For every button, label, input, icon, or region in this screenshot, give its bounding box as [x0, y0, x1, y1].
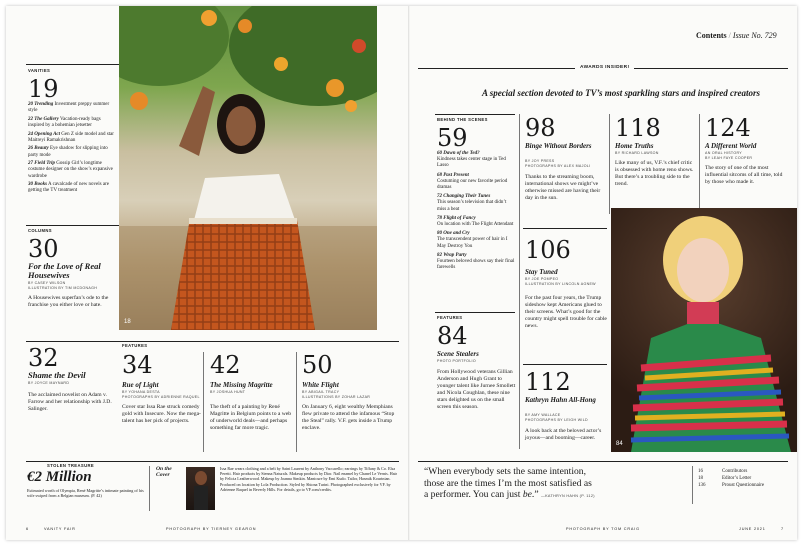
contents-header: Contents / Issue No. 729 [696, 31, 777, 40]
scenes-item-title: Dawn of the Ted? [443, 151, 480, 156]
rule [435, 312, 515, 313]
awards-banner: AWARDS INSIDER! [575, 65, 634, 70]
columns-description: A Housewives superfan’s ode to the franchise you either love or hate. [28, 295, 109, 308]
quote-line1: “When everybody sets the same intention, [424, 466, 586, 477]
scene-stealers-description: From Hollywood veterans Gillian Anderson and Hugh Grant to younger talent like Jurnee Smollett and Nicola Coughlan, these nine stars delighted us on the small screen this season. [437, 369, 516, 410]
stay-title: Stay Tuned [525, 268, 558, 276]
index-page-number: 18 [698, 476, 703, 482]
scenes-item [437, 216, 515, 228]
vanities-item-text: Gossip Girl’s longtime costume designer on the show’s expansive wardrobe [28, 161, 113, 179]
cover-thumbnail-art [186, 467, 215, 510]
columns-title: For the Love of Real Housewives [28, 261, 101, 280]
feature-byline: BY YOHANA DESTA [122, 390, 160, 394]
scene-stealers-page-number: 84 [437, 322, 468, 350]
scene-stealers-byline: PHOTO PORTFOLIO [437, 359, 476, 363]
binge-description: Thanks to the streaming boom, international shows we might’ve otherwise missed are having their day in the sun. [525, 174, 601, 201]
index-label: Proust Questionnaire [722, 483, 765, 489]
photo2-folio: 84 [616, 441, 623, 447]
devil-byline: BY JOYCE MAYNARD [28, 381, 70, 385]
photo2-illustration [611, 208, 797, 452]
index-item [698, 483, 788, 489]
binge-byline: BY JOY PRESS [525, 159, 555, 163]
feature-credit: ILLUSTRATIONS BY ZOHAR LAZAR [302, 395, 371, 399]
vanities-item-title: Trending [34, 102, 54, 107]
left-photo-credit: PHOTOGRAPH BY TIERNEY GEARON [166, 527, 257, 531]
home-byline: BY RICHARD LAWSON [615, 151, 659, 155]
pull-quote [424, 466, 689, 501]
section-label-columns: COLUMNS [28, 228, 52, 233]
vanities-item-text: Investment preppy summer style [28, 102, 110, 114]
vanities-item-text: Eye shadow for slipping into party mode [28, 146, 108, 158]
rule [26, 461, 399, 462]
different-page-number: 124 [705, 114, 751, 142]
index-label: Editor’s Letter [722, 476, 752, 482]
quote-emphasis: be [522, 489, 532, 500]
index-list [698, 469, 788, 491]
vanities-list [28, 102, 114, 197]
kathryn-title: Kathryn Hahn All-Hong [525, 396, 596, 404]
section-label-features: FEATURES [122, 343, 148, 348]
rule [119, 341, 399, 342]
vanities-item [28, 132, 114, 144]
scenes-item [437, 253, 515, 272]
scenes-item-number: 60 [437, 151, 442, 156]
scenes-item-title: Wrap Party [443, 252, 467, 258]
quote-attribution: —KATHRYN HAHN (P. 112) [541, 494, 595, 498]
stay-description: For the past four years, the Trump sideshow kept Americans glued to their screens. What’s good for the country might spell trouble for cable news. [525, 295, 607, 329]
vanities-item-number: 22 [28, 116, 33, 122]
cover-label-line2: Cover [156, 472, 170, 479]
contents-title: Contents [696, 31, 727, 40]
kathryn-description: A look back at the beloved actor’s joyous—and booming—career. [525, 428, 602, 441]
binge-photographer: PHOTOGRAPHS BY ALEX MAJOLI [525, 164, 591, 168]
different-author: BY LEAH FAYE COOPER [705, 156, 753, 160]
divider [519, 114, 520, 449]
devil-description: The acclaimed novelist on Adam v. Farrow and her relationship with J.D. Salinger. [28, 392, 112, 412]
stolen-description: Estimated worth of Olympia, René Magritte’s intimate painting of his wife swiped from a Belgian museum. (P. 42) [27, 488, 144, 499]
index-label: Contributors [722, 469, 748, 474]
index-page-number: 16 [698, 469, 703, 474]
nicola-coughlan-photo [611, 208, 797, 452]
vanities-item-title: Beauty [34, 146, 49, 152]
vanities-item-number: 26 [28, 146, 33, 152]
right-page-number: 7 [781, 527, 784, 531]
gutter [408, 6, 410, 540]
cover-label [156, 466, 172, 479]
kathryn-page-number: 112 [525, 368, 571, 396]
scenes-page-number: 59 [437, 124, 468, 152]
stay-page-number: 106 [525, 236, 571, 264]
columns-byline: BY CASEY WILSON [28, 281, 66, 285]
left-page-number: 6 [26, 527, 29, 531]
devil-page-number: 32 [28, 344, 59, 372]
feature-page-number: 50 [302, 351, 333, 379]
section-label-features-right: FEATURES [437, 315, 463, 320]
scenes-item-title: Past Present [443, 172, 469, 178]
scenes-item [437, 194, 515, 213]
different-byline: AN ORAL HISTORY [705, 151, 742, 155]
feature-page-number: 42 [210, 351, 241, 379]
feature-description: Cover star Issa Rae struck comedy gold with Insecure. Now the mega-talent has her pick of projects. [122, 404, 201, 424]
right-date: JUNE 2021 [739, 527, 766, 531]
kathryn-photographer: PHOTOGRAPHS BY LEIGH WILD [525, 418, 588, 422]
scenes-item-text: This season’s television that didn’t miss a beat [437, 200, 507, 212]
divider [692, 466, 693, 504]
scenes-item [437, 173, 515, 192]
feature-title: The Missing Magritte [210, 381, 273, 389]
photo-illustration [119, 6, 377, 330]
vanities-item-number: 27 [28, 161, 33, 167]
scenes-item-number: 82 [437, 252, 442, 258]
divider [203, 352, 204, 452]
feature-description: The theft of a painting by René Magritte in Belgium points to a web of underworld deals—and perhaps something far more tragic. [210, 404, 292, 431]
home-description: Like many of us, V.F.’s chief critic is obsessed with home reno shows. But there’s a troubling side to the trend. [615, 160, 694, 187]
scenes-item-text: The transcendent power of hair in I May Destroy You [437, 237, 508, 249]
scenes-item-title: Changing Their Tunes [443, 194, 491, 200]
scenes-item [437, 151, 515, 170]
divider [609, 114, 610, 214]
scenes-item-number: 80 [437, 231, 442, 237]
scenes-list [437, 151, 515, 274]
rule [418, 461, 788, 462]
stolen-label: STOLEN TREASURE [47, 463, 95, 468]
vanities-item-number: 20 [28, 102, 33, 107]
index-item [698, 469, 788, 475]
different-description: The story of one of the most influential sitcoms of all time, told by those who made it. [705, 165, 783, 185]
home-page-number: 118 [615, 114, 661, 142]
devil-title: Shame the Devil [28, 370, 86, 380]
feature-title: White Flight [302, 381, 339, 389]
vanities-item-text: A cavalcade of new novels are getting the TV treatment [28, 182, 109, 194]
scenes-item-text: Fourteen beloved shows say their final farewells [437, 259, 515, 271]
cover-label-line1: On the [156, 466, 172, 472]
scenes-item [437, 231, 515, 250]
rule [523, 364, 607, 365]
vanities-item-number: 24 [28, 131, 33, 137]
vanities-item [28, 102, 114, 114]
feature-description: On January 6, eight wealthy Memphians flew private to attend the infamous “Stop the Steal” rally. V.F. gets inside a Trump enclave. [302, 404, 395, 431]
vanities-item-title: Field Trip [34, 161, 56, 167]
quote-line2: those are the times I’m the most satisfied as [424, 477, 592, 489]
vanities-page-number: 19 [28, 75, 59, 103]
photo-folio: 18 [124, 319, 131, 325]
scene-stealers-title: Scene Stealers [437, 350, 479, 358]
binge-page-number: 98 [525, 114, 556, 142]
vanities-item [28, 182, 114, 194]
binge-title: Binge Without Borders [525, 142, 592, 150]
divider [296, 352, 297, 452]
stay-byline: BY JOE POMPEO [525, 277, 559, 281]
quote-end: .” [531, 489, 539, 500]
vanities-item-text: Gen Z side model and star Maitreyi Ramakrishnan [28, 131, 114, 143]
vanities-item [28, 117, 114, 129]
kathryn-byline: BY AMY WALLACE [525, 413, 561, 417]
scenes-item-number: 78 [437, 215, 442, 221]
vanities-item-title: Opening Act [34, 131, 61, 137]
cover-credits: Issa Rae wears clothing and a belt by Saint Laurent by Anthony Vaccarello; earrings by Tiffany & Co. Elsa Peretti. Hair products by Sienna Naturals. Makeup products by Dior. Nail enamel by Chanel Le Vernis. Hair by Felicia Leatherwood. Makeup by Joanna Simkin. Manicure by Emi Kudo. Tailor, Hasmik Kourinian. Produced on location by Lola Production. Styled by Shiona Turini. Photographed exclusively for VF. by Adrienne Raquel in Beverly Hills. For details, go to VF.com/credits. [220, 466, 398, 492]
scenes-item-text: On location with The Flight Attendant [437, 222, 514, 228]
vanities-item [28, 146, 114, 158]
columns-illustrator: ILLUSTRATION BY TIM MCDONAGH [28, 286, 98, 290]
magazine-spread [6, 6, 797, 540]
quote-line3: a performer. You can just [424, 489, 521, 500]
scenes-item-number: 68 [437, 172, 442, 178]
vanities-item-title: The Gallery [34, 116, 59, 122]
scenes-item-text: Costuming our new favorite period dramas [437, 178, 508, 191]
feature-byline: BY JOSHUA HUNT [210, 390, 246, 394]
home-title: Home Truths [615, 142, 654, 150]
rule [26, 341, 122, 342]
cover-star-photo [119, 6, 377, 330]
section-label-vanities: VANITIES [28, 68, 51, 73]
vanities-item-title: Books [34, 182, 48, 188]
feature-byline: BY ABIGAIL TRACY [302, 390, 340, 394]
feature-credit: PHOTOGRAPHS BY ADRIENNE RAQUEL [122, 395, 200, 399]
stolen-amount: €2 Million [27, 469, 92, 485]
rule [26, 225, 122, 226]
index-item [698, 476, 788, 482]
feature-page-number: 34 [122, 351, 153, 379]
different-title: A Different World [705, 142, 757, 150]
awards-subhead: A special section devoted to TV’s most sparkling stars and inspired creators [481, 88, 761, 98]
index-page-number: 136 [698, 483, 706, 489]
rule [26, 64, 122, 65]
section-label-scenes: BEHIND THE SCENES [437, 117, 488, 122]
scenes-item-number: 72 [437, 194, 442, 200]
right-photo-credit: PHOTOGRAPH BY TOM CRAIG [566, 527, 640, 531]
left-magazine-name: VANITY FAIR [44, 527, 76, 531]
scenes-item-title: One and Cry [443, 231, 470, 237]
vanities-item [28, 161, 114, 180]
feature-title: Rue of Light [122, 381, 159, 389]
divider [149, 466, 150, 511]
vanities-item-text: Vacation-ready bags inspired by a bohemian jetsetter [28, 116, 101, 128]
rule [435, 114, 515, 115]
divider [699, 114, 700, 214]
issue-number: Issue No. 729 [732, 31, 777, 40]
stay-illustrator: ILLUSTRATION BY LINCOLN AGNEW [525, 282, 596, 286]
scenes-item-title: Flight of Fancy [443, 215, 476, 221]
scenes-item-text: Kindness takes center stage in Ted Lasso [437, 157, 506, 169]
columns-page-number: 30 [28, 235, 59, 263]
vanities-item-number: 30 [28, 182, 33, 188]
cover-thumbnail [186, 467, 215, 510]
rule [523, 228, 607, 229]
